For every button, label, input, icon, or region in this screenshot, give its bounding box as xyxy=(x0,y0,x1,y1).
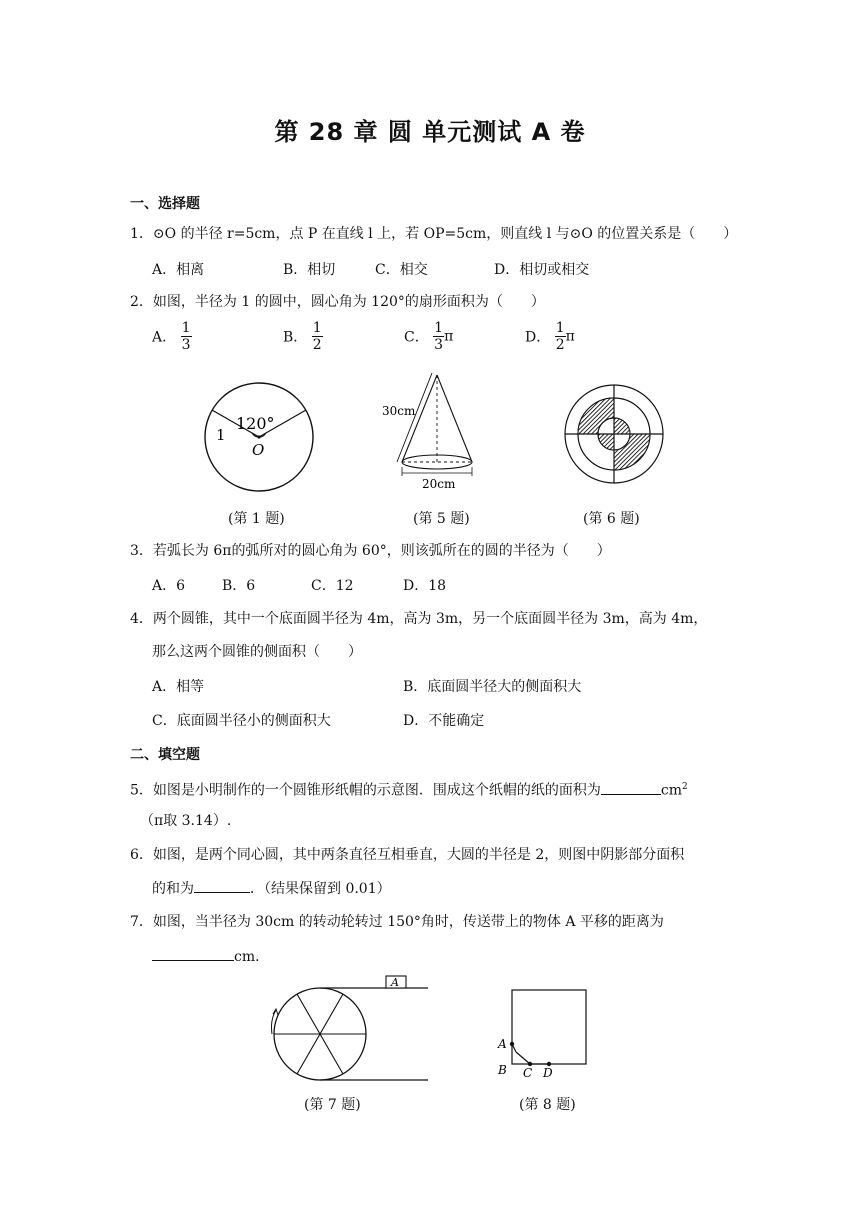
denominator: 3 xyxy=(434,337,444,353)
question-1-stem: 1．⊙O 的半径 r=5cm，点 P 在直线 l 上，若 OP=5cm，则直线 l 与⊙O 的位置关系是（ ） xyxy=(130,226,738,242)
figure-6-concentric xyxy=(560,380,670,490)
question-2-option-d xyxy=(525,320,575,353)
answer-blank-7[interactable] xyxy=(152,946,234,961)
question-2-option-a xyxy=(152,320,192,353)
question-5-line1 xyxy=(130,777,688,801)
question-6-note: ．（结果保留到 0.01） xyxy=(250,881,391,897)
figure-5-caption: (第 5 题) xyxy=(413,511,470,527)
fraction xyxy=(433,320,444,353)
question-2-stem: 2．如图，半径为 1 的圆中，圆心角为 120°的扇形面积为（ ） xyxy=(130,294,545,310)
question-1-option-a: A．相离 xyxy=(152,262,205,278)
question-4-option-c: C．底面圆半径小的侧面积大 xyxy=(152,713,331,729)
page-title: 第 28 章 圆 单元测试 A 卷 xyxy=(274,118,586,146)
option-label: A． xyxy=(152,329,177,346)
question-4-option-a: A．相等 xyxy=(152,679,205,695)
fraction xyxy=(312,320,323,353)
radius-label: 1 xyxy=(216,426,226,444)
fraction xyxy=(555,320,566,353)
square xyxy=(512,990,586,1064)
question-1-option-d: D．相切或相交 xyxy=(494,262,590,278)
question-7-line1: 7．如图，当半径为 30cm 的转动轮转过 150°角时，传送带上的物体 A 平移的距离为 xyxy=(130,914,664,930)
question-6-line2 xyxy=(152,878,391,899)
figure-6-caption: (第 6 题) xyxy=(583,511,640,527)
center-label: O xyxy=(252,441,265,459)
question-3-stem: 3．若弧长为 6π的弧所对的圆心角为 60°，则该弧所在的圆的半径为（ ） xyxy=(130,543,611,559)
pi-symbol: π xyxy=(444,328,454,345)
figure-7-wheel xyxy=(262,972,437,1087)
angle-label: 120° xyxy=(236,414,275,433)
question-4-option-d: D．不能确定 xyxy=(403,713,485,729)
point-a xyxy=(510,1042,514,1046)
unit: cm xyxy=(660,782,683,799)
question-2-option-b xyxy=(283,320,323,353)
question-3-option-d: D．18 xyxy=(403,578,447,594)
question-5-line2: （π取 3.14）. xyxy=(140,813,232,829)
question-4-stem-line1: 4．两个圆锥，其中一个底面圆半径为 4m，高为 3m，另一个底面圆半径为 3m，高为 4m， xyxy=(130,611,708,627)
option-label: C． xyxy=(404,329,429,346)
unit: cm． xyxy=(234,949,270,965)
question-3-option-a: A．6 xyxy=(152,578,186,594)
cone-slant-right xyxy=(437,375,472,462)
option-label: D． xyxy=(525,329,551,346)
label-d: D xyxy=(543,1066,553,1080)
figure-5-cone xyxy=(380,370,490,495)
slant-label: 30cm xyxy=(382,404,416,418)
question-3-option-b: B．6 xyxy=(222,578,256,594)
figure-7-caption: (第 7 题) xyxy=(304,1097,361,1113)
question-6-line1: 6．如图，是两个同心圆，其中两条直径互相垂直，大圆的半径是 2，则图中阴影部分面积 xyxy=(130,847,685,863)
figure-1-sector xyxy=(190,380,330,500)
center-point xyxy=(257,435,260,438)
numerator: 1 xyxy=(434,320,444,336)
question-2-option-c xyxy=(404,320,453,353)
figure-8-square xyxy=(494,982,594,1082)
section-heading-fill: 二、填空题 xyxy=(130,747,200,763)
base-label: 20cm xyxy=(422,477,456,491)
question-4-stem-line2: 那么这两个圆锥的侧面积（ ） xyxy=(152,644,362,660)
question-7-line2 xyxy=(152,946,269,967)
question-6-text: 的和为 xyxy=(152,881,194,897)
question-4-option-b: B．底面圆半径大的侧面积大 xyxy=(403,679,582,695)
label-a: A xyxy=(498,1037,507,1051)
denominator: 3 xyxy=(181,337,191,353)
denominator: 2 xyxy=(312,337,322,353)
answer-blank-6[interactable] xyxy=(194,878,250,893)
numerator: 1 xyxy=(181,320,191,336)
option-label: B． xyxy=(283,329,308,346)
question-1-option-b: B．相切 xyxy=(283,262,336,278)
numerator: 1 xyxy=(555,320,565,336)
label-c: C xyxy=(523,1066,533,1080)
object-a-label: A xyxy=(391,976,399,989)
cone-slant-left xyxy=(402,375,437,462)
numerator: 1 xyxy=(312,320,322,336)
question-5-text: 5．如图是小明制作的一个圆锥形纸帽的示意图．围成这个纸帽的纸的面积为 xyxy=(130,782,601,799)
label-b: B xyxy=(498,1063,507,1077)
figure-1-caption: (第 1 题) xyxy=(228,511,285,527)
fraction xyxy=(181,320,192,353)
question-3-option-c: C．12 xyxy=(311,578,354,594)
figure-8-caption: (第 8 题) xyxy=(519,1097,576,1113)
pi-symbol: π xyxy=(565,328,575,345)
question-1-option-c: C．相交 xyxy=(375,262,428,278)
section-heading-choice: 一、选择题 xyxy=(130,196,200,212)
denominator: 2 xyxy=(555,337,565,353)
segment-bc xyxy=(516,1052,530,1064)
unit-exponent: 2 xyxy=(682,782,688,792)
answer-blank-5[interactable] xyxy=(601,780,661,795)
